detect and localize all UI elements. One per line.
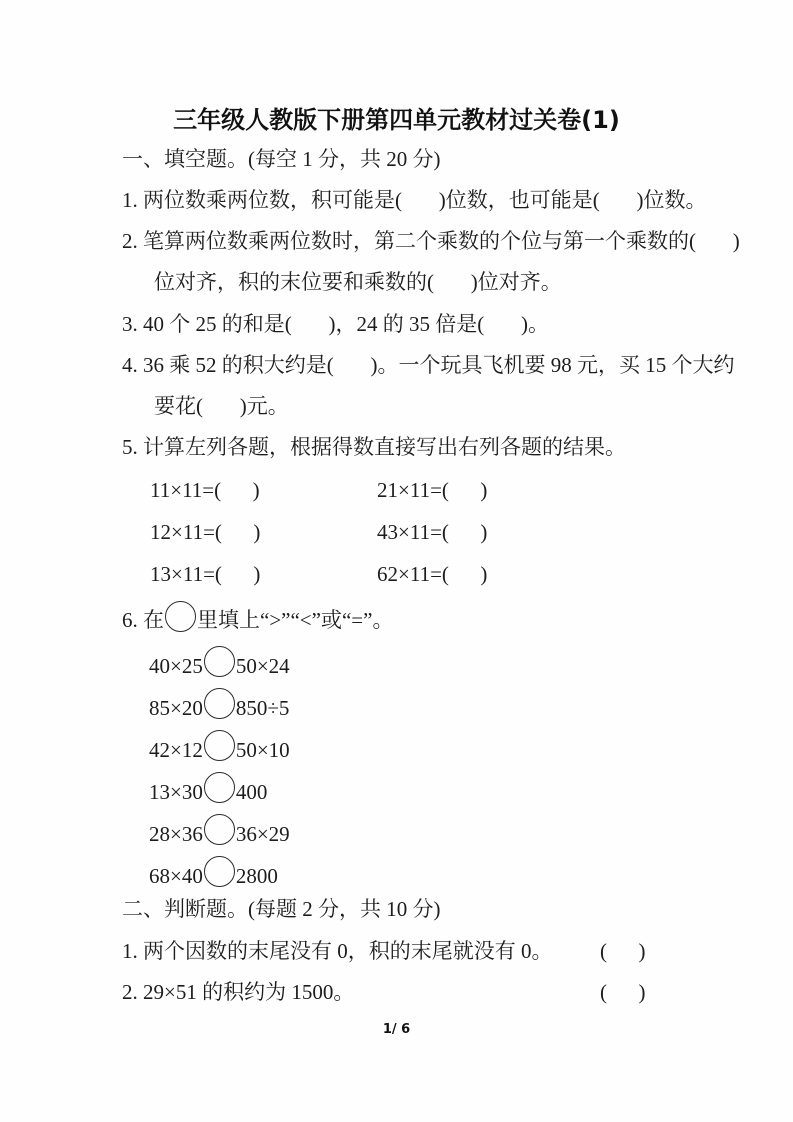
comparison-row xyxy=(149,856,278,889)
calc-expression: 62×11=( ) xyxy=(377,562,488,586)
question-6-header xyxy=(122,601,393,633)
section-2-header: 二、判断题。(每题 2 分，共 10 分) xyxy=(122,897,441,921)
judge-question-1: 1. 两个因数的末尾没有 0，积的末尾就没有 0。 xyxy=(122,939,553,963)
comparison-right: 36×29 xyxy=(235,822,290,846)
question-5: 5. 计算左列各题，根据得数直接写出右列各题的结果。 xyxy=(122,435,626,459)
question-2-line-1: 2. 笔算两位数乘两位数时，第二个乘数的个位与第一个乘数的( ) xyxy=(122,229,740,253)
question-6-prefix: 6. 在 xyxy=(122,608,164,632)
calc-expression: 11×11=( ) xyxy=(150,478,260,502)
comparison-left: 13×30 xyxy=(149,780,203,804)
comparison-right: 400 xyxy=(235,780,268,804)
calc-expression: 21×11=( ) xyxy=(377,478,488,502)
comparison-left: 68×40 xyxy=(149,864,203,888)
question-1: 1. 两位数乘两位数，积可能是( )位数，也可能是( )位数。 xyxy=(122,188,707,212)
comparison-right: 50×10 xyxy=(235,738,290,762)
question-4-line-2: 要花( )元。 xyxy=(154,394,289,418)
comparison-right: 850÷5 xyxy=(235,696,290,720)
judge-answer-bracket-2: ( ) xyxy=(600,980,646,1004)
comparison-row xyxy=(149,814,290,847)
section-1-header: 一、填空题。(每空 1 分，共 20 分) xyxy=(122,147,441,171)
comparison-left: 28×36 xyxy=(149,822,203,846)
compare-circle-icon xyxy=(204,646,235,677)
question-3: 3. 40 个 25 的和是( )，24 的 35 倍是( )。 xyxy=(122,312,549,336)
judge-question-2: 2. 29×51 的积约为 1500。 xyxy=(122,980,355,1004)
comparison-left: 85×20 xyxy=(149,696,203,720)
compare-circle-icon xyxy=(204,730,235,761)
calc-expression: 43×11=( ) xyxy=(377,520,488,544)
comparison-row xyxy=(149,730,290,763)
compare-circle-icon xyxy=(204,688,235,719)
page-title: 三年级人教版下册第四单元教材过关卷(1) xyxy=(173,106,620,134)
comparison-right: 2800 xyxy=(235,864,278,888)
compare-circle-icon xyxy=(204,814,235,845)
comparison-right: 50×24 xyxy=(235,654,290,678)
question-6-suffix: 里填上“>”“<”或“=”。 xyxy=(197,608,394,632)
page-number: 1/ 6 xyxy=(382,1022,411,1037)
compare-circle-icon xyxy=(204,772,235,803)
compare-circle-icon xyxy=(165,601,196,632)
compare-circle-icon xyxy=(204,856,235,887)
comparison-left: 42×12 xyxy=(149,738,203,762)
judge-answer-bracket-1: ( ) xyxy=(600,939,646,963)
comparison-left: 40×25 xyxy=(149,654,203,678)
question-4-line-1: 4. 36 乘 52 的积大约是( )。一个玩具飞机要 98 元，买 15 个大约 xyxy=(122,353,735,377)
calc-expression: 13×11=( ) xyxy=(150,562,261,586)
question-2-line-2: 位对齐，积的末位要和乘数的( )位对齐。 xyxy=(154,270,562,294)
comparison-row xyxy=(149,688,289,721)
calc-expression: 12×11=( ) xyxy=(150,520,261,544)
comparison-row xyxy=(149,772,267,805)
comparison-row xyxy=(149,646,290,679)
